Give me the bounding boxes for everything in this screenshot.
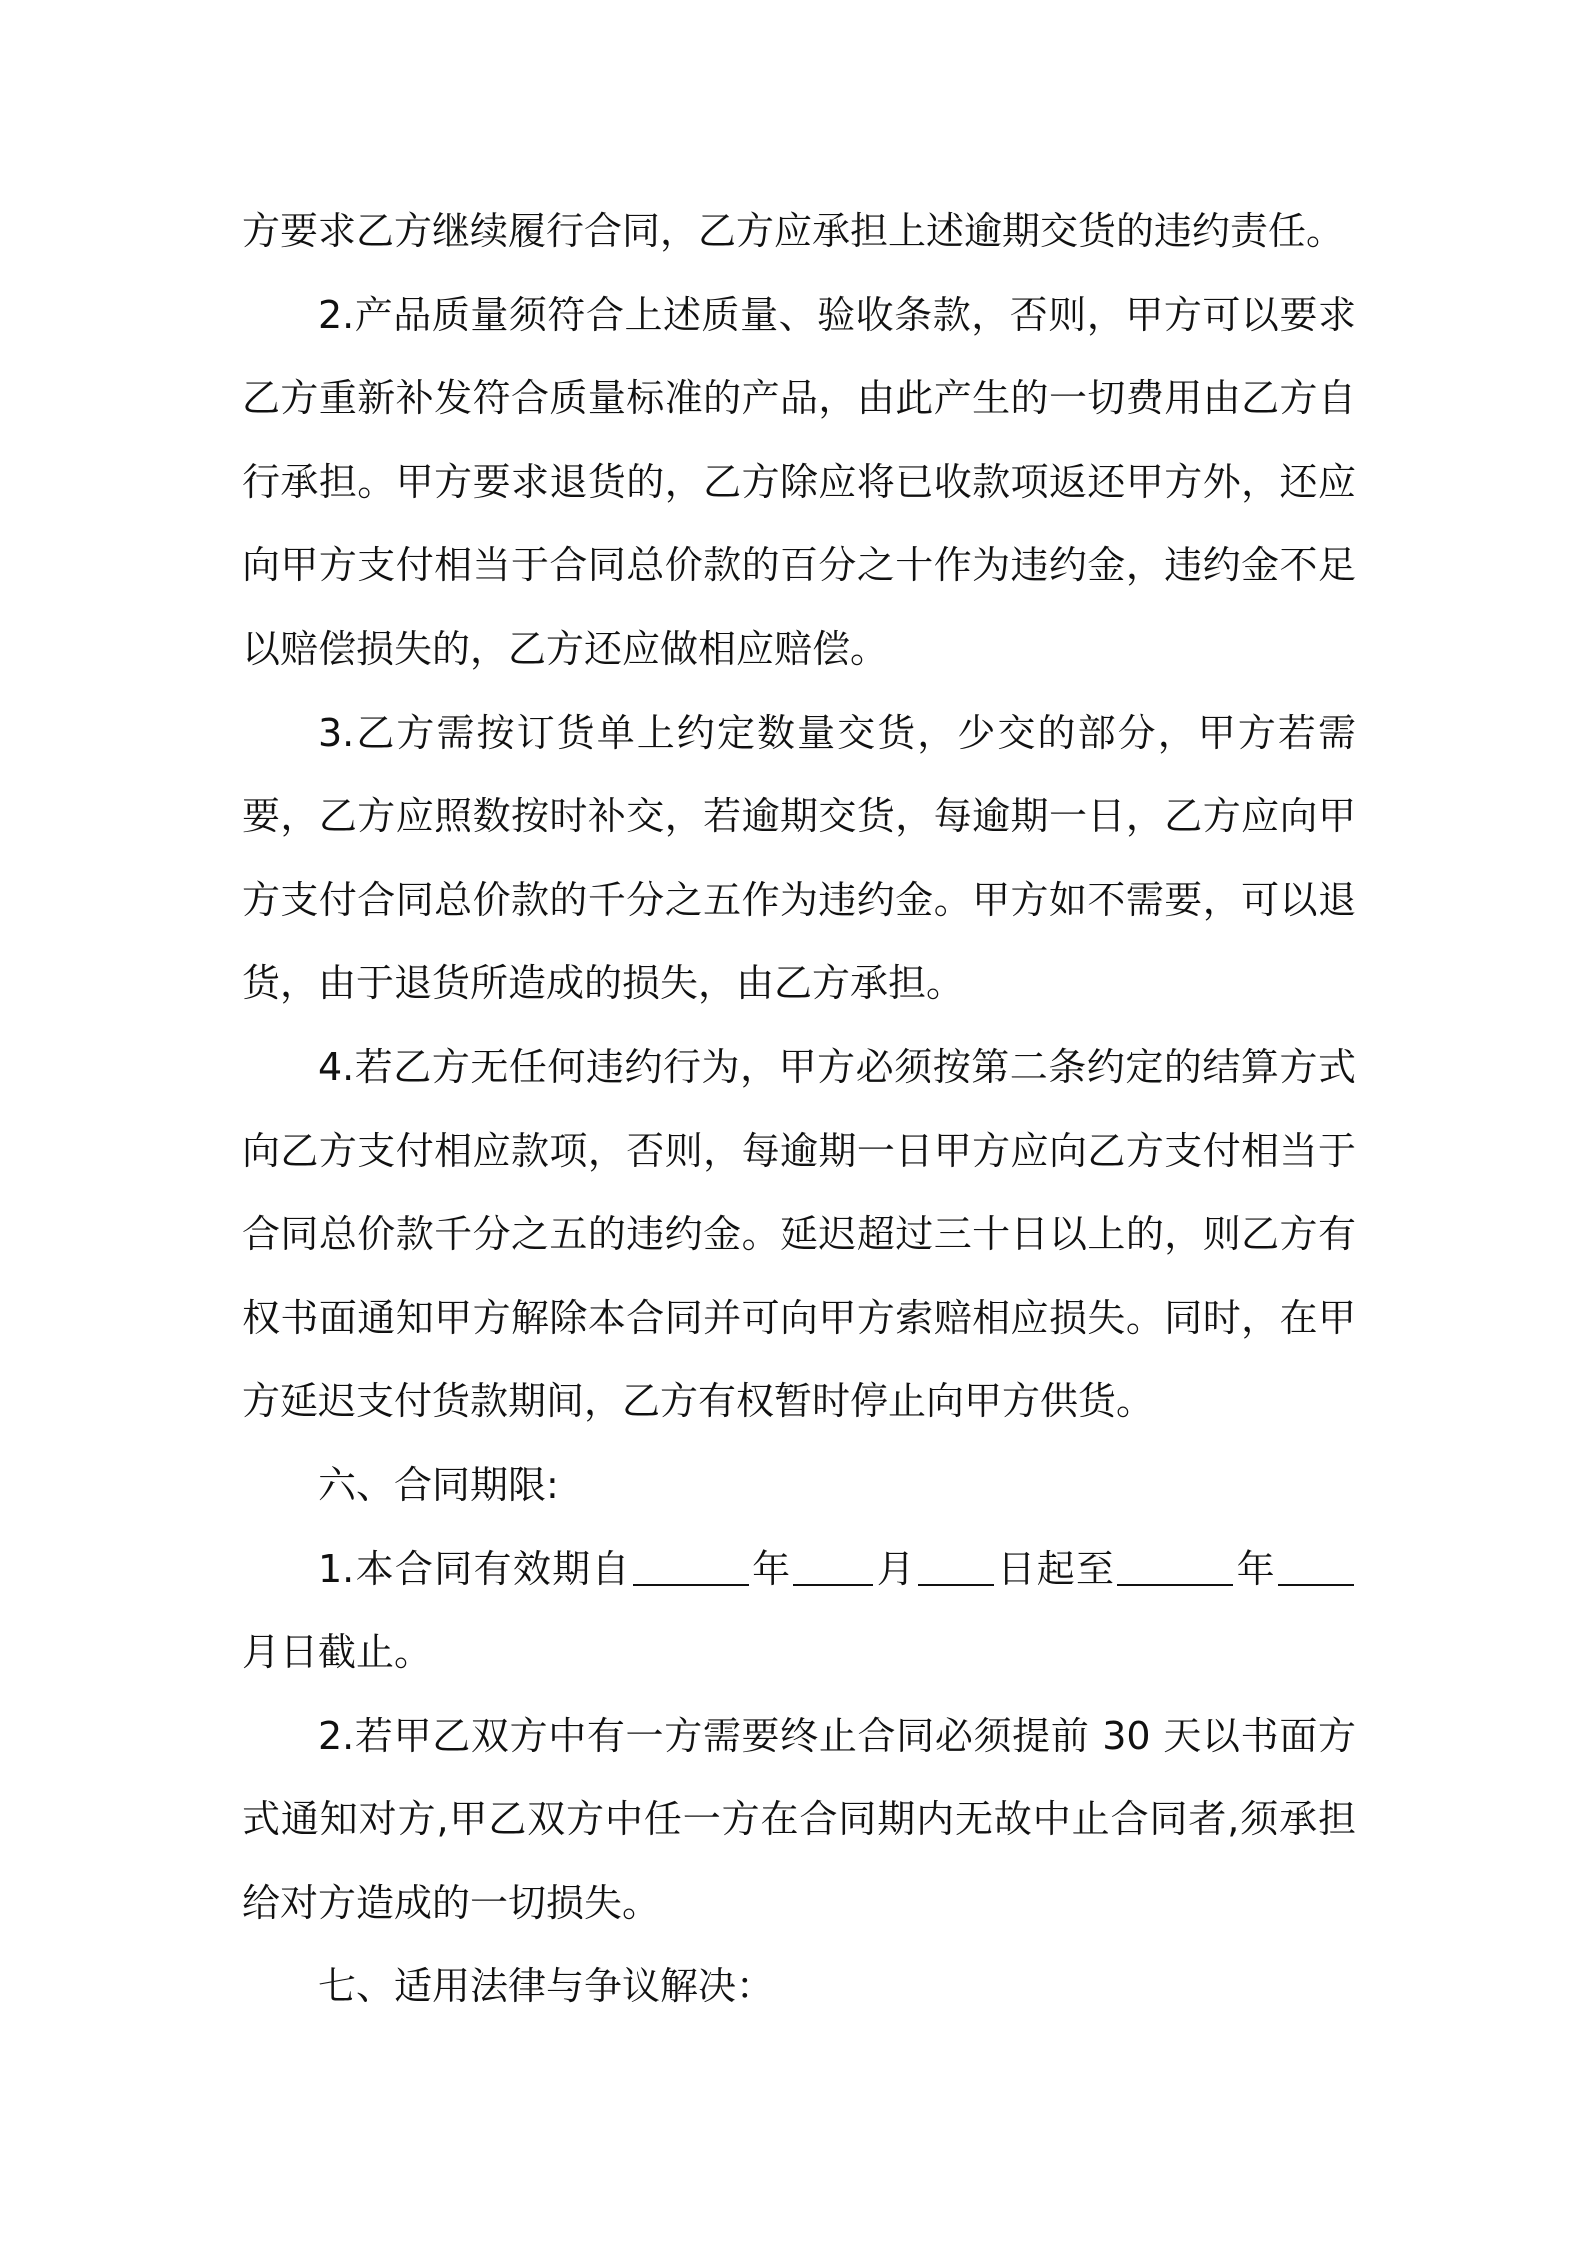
clause-quantity: 3.乙方需按订货单上约定数量交货，少交的部分，甲方若需要，乙方应照数按时补交，若逾期交货，每逾期一日，乙方应向甲方支付合同总价款的千分之五作为违约金。甲方如不需要，可以退货，由于退货所造成的损失，由乙方承担。: [242, 710, 1356, 1006]
blank-day-start: [918, 1546, 994, 1586]
validity-prefix: 1.本合同有效期自: [318, 1546, 631, 1591]
clause-validity-period: [242, 1528, 1356, 1695]
blank-month-end: [1278, 1546, 1354, 1586]
day-label-end: 日截止。: [280, 1630, 433, 1675]
month-label-start: 月: [875, 1546, 917, 1591]
year-label-start: 年: [750, 1546, 792, 1591]
day-label-start: 日起至: [996, 1546, 1116, 1591]
section-heading-term: 六、合同期限:: [318, 1462, 559, 1507]
blank-month-start: [793, 1546, 873, 1586]
clause-quality: 2.产品质量须符合上述质量、验收条款，否则，甲方可以要求乙方重新补发符合质量标准的产品，由此产生的一切费用由乙方自行承担。甲方要求退货的，乙方除应将已收款项返还甲方外，还应向甲方支付相当于合同总价款的百分之十作为违约金，违约金不足以赔偿损失的，乙方还应做相应赔偿。: [242, 292, 1356, 671]
year-label-end: 年: [1235, 1546, 1276, 1591]
month-label-end: 月: [242, 1630, 281, 1675]
clause-payment: 4.若乙方无任何违约行为，甲方必须按第二条约定的结算方式向乙方支付相应款项，否则，每逾期一日甲方应向乙方支付相当于合同总价款千分之五的违约金。延迟超过三十日以上的，则乙方有权书面通知甲方解除本合同并可向甲方索赔相应损失。同时，在甲方延迟支付货款期间，乙方有权暂时停止向甲方供货。: [242, 1044, 1356, 1424]
clause-termination: 2.若甲乙双方中有一方需要终止合同必须提前 30 天以书面方式通知对方,甲乙双方中任一方在合同期内无故中止合同者,须承担给对方造成的一切损失。: [242, 1713, 1356, 1925]
contract-body: [242, 190, 1356, 2029]
blank-year-end: [1117, 1546, 1233, 1586]
paragraph-continuation: 方要求乙方继续履行合同，乙方应承担上述逾期交货的违约责任。: [242, 209, 1345, 253]
section-heading-law: 七、适用法律与争议解决：: [318, 1964, 775, 2009]
blank-year-start: [633, 1546, 749, 1586]
